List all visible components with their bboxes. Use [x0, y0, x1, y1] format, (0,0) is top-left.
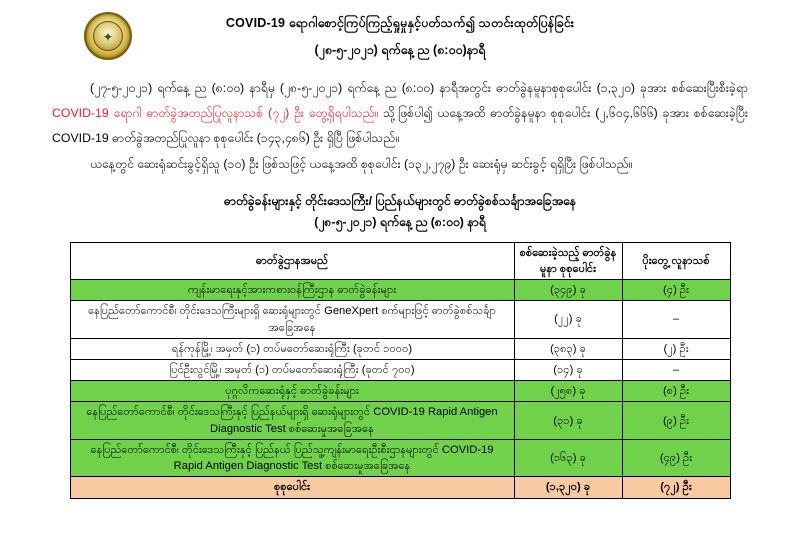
seal-star-icon: ✦ [102, 29, 114, 45]
table-row [70, 381, 730, 402]
paragraph-1-highlight: COVID-19 ရောဂါ ဓာတ်ခွဲအတည်ပြုလူနာသစ် (၇၂) ဦး တွေ့ရှိရပါသည်။ [52, 105, 379, 120]
row-description: ကျန်းမာရေးနှင့်အားကစားဝန်ကြီးဌာန ဓာတ်ခွဲခန်းများ [70, 280, 514, 301]
row-tested: (၃၈၃) ခု [514, 338, 622, 359]
row-description: ပုဂ္ဂလိကဆေးရုံနှင့် ဓာတ်ခွဲခန်းများ [70, 381, 514, 402]
seal-inner-ring [93, 21, 123, 51]
row-description: ပြင်ဦးလွင်မြို့၊ အမှတ် (၁) တပ်မတော်ဆေးရုံကြီး (ခုတင် ၇၀၀) [70, 360, 514, 381]
row-tested: (၃၄၉) ခု [514, 280, 622, 301]
paragraph-1-part-a: (၂၇-၅-၂၀၂၁) ရက်နေ့ ည (၈:၀၀) နာရီမှ (၂၈-၅-၂၀၂၁) ရက်နေ့ ည (၈:၀၀) နာရီအတွင်း ဓာတ်ခွဲနမူနာစုစုပေါင်း (၁,၃၂၀) ခုအား စစ်ဆေးပြီးစီးခဲ့ရာ [90, 80, 748, 95]
lab-testing-table [70, 242, 731, 499]
paragraph-1 [52, 76, 748, 152]
table-total-row [70, 477, 730, 498]
total-label: စုစုပေါင်း [70, 477, 514, 498]
column-header-tested: စစ်ဆေးခဲ့သည့် ဓာတ်ခွဲနမူနာ စုစုပေါင်း [514, 242, 622, 279]
total-positive: (၇၂) ဦး [622, 477, 730, 498]
row-tested: (၂၂) ခု [514, 301, 622, 338]
row-tested: (၁၄) ခု [514, 360, 622, 381]
row-positive: (၂) ဦး [622, 338, 730, 359]
paragraph-2: ယနေ့တွင် ဆေးရုံဆင်းခွင့်ရှိသူ (၁၀) ဦး ဖြစ်သဖြင့် ယနေ့အထိ စုစုပေါင်း (၁၃၂,၂၇၉) ဦး ဆေးရုံမှ ဆင်းခွင့် ရရှိပြီး ဖြစ်ပါသည်။ [90, 157, 633, 172]
row-tested: (၃၁) ခု [514, 402, 622, 439]
row-tested: (၂၅၈) ခု [514, 381, 622, 402]
row-description: နေပြည်တော်ကောင်စီ၊ တိုင်းဒေသကြီးများရှိ ဆေးရုံများတွင် GeneXpert စက်များဖြင့် ဓာတ်ခွဲစစ်သင်္ချာအခြေအနေ [70, 301, 514, 338]
paragraph-1-part-b: သို့ဖြစ်ပါ၍ ယနေ့အထိ ဓာတ်ခွဲနမူနာ စုစုပေါင်း (၂,၆၀၄,၆၆၆) ခုအား စစ်ဆေးခဲ့ပြီး COVID-19 ဓာတ်ခွဲအတည်ပြုလူနာ စုစုပေါင်း (၁၄၃,၄၈၆) ဦး ရှိပြီ ဖြစ်ပါသည်။ [52, 105, 748, 146]
table-header-row [70, 242, 730, 279]
column-header-positive: ပိုးတွေ့ လူနာသစ် [622, 242, 730, 279]
page-subtitle: (၂၈-၅-၂၀၂၁) ရက်နေ့ ည (၈:၀၀)နာရီ [314, 42, 486, 57]
table-row [70, 439, 730, 476]
row-positive: (၄၉) ဦး [622, 439, 730, 476]
table-row [70, 280, 730, 301]
table-section-title-line1: ဓာတ်ခွဲခန်းများနှင့် တိုင်းဒေသကြီး/ ပြည်နယ်များတွင် ဓာတ်ခွဲစစ်သင်္ချာအခြေအနေ [223, 193, 577, 208]
page-title: COVID-19 ရောဂါစောင့်ကြပ်ကြည့်ရှုမှုနှင့်ပတ်သက်၍ သတင်းထုတ်ပြန်ခြင်း [225, 16, 575, 30]
row-positive: – [622, 301, 730, 338]
row-description: ရန်ကုန်မြို့၊ အမှတ် (၁) တပ်မတော်ဆေးရုံကြီး (ခုတင် ၁၀၀၀) [70, 338, 514, 359]
table-section-title [52, 191, 748, 234]
column-header-description: ဓာတ်ခွဲဌာနအမည် [70, 242, 514, 279]
row-description: နေပြည်တော်ကောင်စီ၊ တိုင်းဒေသကြီးနှင့် ပြည်နယ် ပြည်သူ့ကျန်းမာရေးဦးစီးဌာနများတွင် COVID-19 Rapid Antigen Diagnostic Test စစ်ဆေးမှုအခြေအနေ [70, 439, 514, 476]
row-positive: (၈) ဦး [622, 381, 730, 402]
myanmar-moh-seal-icon [84, 12, 132, 60]
row-tested: (၁၆၃) ခု [514, 439, 622, 476]
table-row [70, 402, 730, 439]
row-description: နေပြည်တော်ကောင်စီ၊ တိုင်းဒေသကြီးနှင့် ပြည်နယ်များရှိ ဆေးရုံများတွင် COVID-19 Rapid Antigen Diagnostic Test စစ်ဆေးမှုအခြေအနေ [70, 402, 514, 439]
body-text [52, 76, 748, 178]
row-positive: (၄) ဦး [622, 280, 730, 301]
row-positive: – [622, 360, 730, 381]
row-positive: (၉) ဦး [622, 402, 730, 439]
document-title-block [52, 10, 748, 60]
table-row [70, 338, 730, 359]
table-row [70, 360, 730, 381]
table-row [70, 301, 730, 338]
total-tested: (၁,၃၂၀) ခု [514, 477, 622, 498]
table-section-title-line2: (၂၈-၅-၂၀၂၁) ရက်နေ့ ည (၈:၀၀) နာရီ [314, 215, 486, 230]
